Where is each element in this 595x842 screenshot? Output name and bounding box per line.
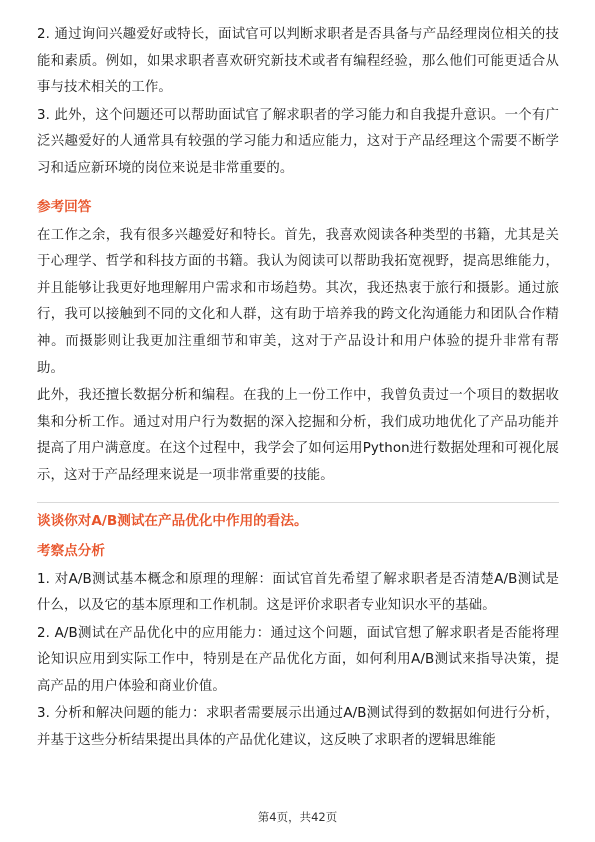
section-divider bbox=[37, 502, 559, 503]
analysis-point-1: 1. 对A/B测试基本概念和原理的理解：面试官首先希望了解求职者是否清楚A/B测试是什么，以及它的基本原理和工作机制。这是评价求职者专业知识水平的基础。 bbox=[37, 571, 559, 614]
reference-answer-paragraph-1: 在工作之余，我有很多兴趣爱好和特长。首先，我喜欢阅读各种类型的书籍，尤其是关于心理学、哲学和科技方面的书籍。我认为阅读可以帮助我拓宽视野，提高思维能力，并且能够让我更好地理解用户需求和市场趋势。其次，我还热衷于旅行和摄影。通过旅行，我可以接触到不同的文化和人群，这有助于培养我的跨文化沟通能力和团队合作精神。而摄影则让我更加注重细节和审美，这对于产品设计和用户体验的提升非常有帮助。 bbox=[37, 227, 559, 376]
document-page bbox=[37, 22, 559, 756]
intro-point-2: 2. 通过询问兴趣爱好或特长，面试官可以判断求职者是否具备与产品经理岗位相关的技能和素质。例如，如果求职者喜欢研究新技术或者有编程经验，那么他们可能更适合从事与技术相关的工作。 bbox=[37, 27, 559, 96]
reference-answer-paragraph-2: 此外，我还擅长数据分析和编程。在我的上一份工作中，我曾负责过一个项目的数据收集和分析工作。通过对用户行为数据的深入挖掘和分析，我们成功地优化了产品功能并提高了用户满意度。在这个过程中，我学会了如何运用Python进行数据处理和可视化展示，这对于产品经理来说是一项非常重要的技能。 bbox=[37, 388, 559, 483]
question-title: 谈谈你对A/B测试在产品优化中作用的看法。 bbox=[37, 512, 308, 529]
analysis-heading: 考察点分析 bbox=[37, 542, 105, 559]
reference-answer-heading: 参考回答 bbox=[37, 198, 92, 215]
page-number: 第4页，共42页 bbox=[257, 810, 338, 824]
intro-point-3: 3. 此外，这个问题还可以帮助面试官了解求职者的学习能力和自我提升意识。一个有广泛兴趣爱好的人通常具有较强的学习能力和适应能力，这对于产品经理这个需要不断学习和适应新环境的岗位来说是非常重要的。 bbox=[37, 107, 559, 176]
analysis-point-2: 2. A/B测试在产品优化中的应用能力：通过这个问题，面试官想了解求职者是否能将理论知识应用到实际工作中，特别是在产品优化方面，如何利用A/B测试来指导决策，提高产品的用户体验和商业价值。 bbox=[37, 625, 559, 694]
analysis-point-3: 3. 分析和解决问题的能力：求职者需要展示出通过A/B测试得到的数据如何进行分析，并基于这些分析结果提出具体的产品优化建议，这反映了求职者的逻辑思维能 bbox=[37, 706, 559, 749]
